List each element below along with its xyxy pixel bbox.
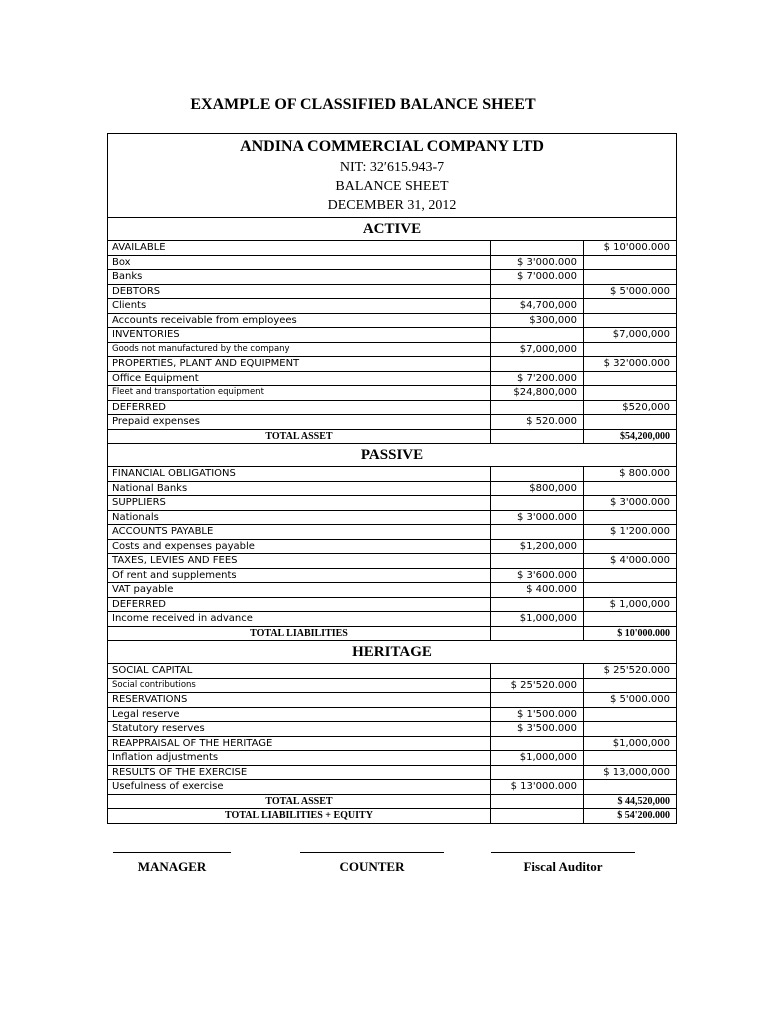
signature-manager [113, 852, 231, 875]
account-label: Legal reserve [108, 707, 491, 722]
total-amount [584, 386, 677, 401]
account-label: Inflation adjustments [108, 751, 491, 766]
account-label: REAPPRAISAL OF THE HERITAGE [108, 736, 491, 751]
account-row [108, 415, 676, 430]
account-label: Statutory reserves [108, 722, 491, 737]
account-row [108, 525, 676, 540]
total-amount: $1,000,000 [584, 736, 677, 751]
total-amount [584, 612, 677, 627]
account-label: National Banks [108, 481, 491, 496]
account-label: SOCIAL CAPITAL [108, 664, 491, 679]
detail-amount: $ 7'000.000 [491, 270, 584, 285]
account-row [108, 357, 676, 372]
detail-amount [491, 809, 584, 823]
total-amount [584, 371, 677, 386]
account-label: Costs and expenses payable [108, 539, 491, 554]
total-amount [584, 342, 677, 357]
account-row [108, 467, 676, 482]
account-label: TOTAL ASSET [108, 794, 491, 809]
total-amount [584, 255, 677, 270]
account-label: Prepaid expenses [108, 415, 491, 430]
account-label: Income received in advance [108, 612, 491, 627]
account-label: ACCOUNTS PAYABLE [108, 525, 491, 540]
account-row [108, 678, 676, 693]
section-title-heritage: HERITAGE [108, 640, 676, 663]
account-row [108, 386, 676, 401]
total-amount: $ 10'000.000 [584, 626, 677, 640]
account-label: Office Equipment [108, 371, 491, 386]
detail-amount [491, 736, 584, 751]
account-row [108, 765, 676, 780]
account-label: Goods not manufactured by the company [108, 342, 491, 357]
total-amount: $ 5'000.000 [584, 284, 677, 299]
account-label: PROPERTIES, PLANT AND EQUIPMENT [108, 357, 491, 372]
detail-amount: $1,200,000 [491, 539, 584, 554]
total-amount [584, 780, 677, 795]
total-amount: $ 1,000,000 [584, 597, 677, 612]
detail-amount: $ 520.000 [491, 415, 584, 430]
detail-amount [491, 525, 584, 540]
detail-amount [491, 328, 584, 343]
account-label: DEFERRED [108, 597, 491, 612]
detail-amount: $ 7'200.000 [491, 371, 584, 386]
signature-line [300, 852, 444, 859]
detail-amount [491, 241, 584, 256]
detail-amount: $ 400.000 [491, 583, 584, 598]
document-title: EXAMPLE OF CLASSIFIED BALANCE SHEET [190, 96, 536, 113]
account-row [108, 255, 676, 270]
section-title-active: ACTIVE [108, 217, 676, 240]
total-amount: $520,000 [584, 400, 677, 415]
total-amount: $ 4'000.000 [584, 554, 677, 569]
account-label: Clients [108, 299, 491, 314]
section-table [108, 240, 676, 443]
account-label: TOTAL ASSET [108, 429, 491, 443]
account-row [108, 496, 676, 511]
account-label: TOTAL LIABILITIES + EQUITY [108, 809, 491, 823]
account-row [108, 707, 676, 722]
total-amount [584, 415, 677, 430]
sheet-header [108, 134, 676, 217]
signature-label: COUNTER [339, 859, 405, 874]
account-row [108, 371, 676, 386]
account-row [108, 722, 676, 737]
detail-amount: $1,000,000 [491, 612, 584, 627]
detail-amount [491, 554, 584, 569]
total-row [108, 794, 676, 809]
account-row [108, 780, 676, 795]
signature-label: Fiscal Auditor [523, 859, 603, 874]
total-amount [584, 568, 677, 583]
account-row [108, 241, 676, 256]
detail-amount [491, 400, 584, 415]
account-label: TAXES, LEVIES AND FEES [108, 554, 491, 569]
account-row [108, 510, 676, 525]
account-label: Box [108, 255, 491, 270]
total-amount: $ 10'000.000 [584, 241, 677, 256]
detail-amount: $4,700,000 [491, 299, 584, 314]
total-amount: $54,200,000 [584, 429, 677, 443]
sections-container [108, 217, 676, 823]
account-label: AVAILABLE [108, 241, 491, 256]
total-amount: $ 32'000.000 [584, 357, 677, 372]
detail-amount: $800,000 [491, 481, 584, 496]
detail-amount: $24,800,000 [491, 386, 584, 401]
section-table [108, 466, 676, 640]
account-row [108, 568, 676, 583]
total-amount [584, 510, 677, 525]
account-label: INVENTORIES [108, 328, 491, 343]
account-label: FINANCIAL OBLIGATIONS [108, 467, 491, 482]
total-row [108, 429, 676, 443]
total-amount [584, 299, 677, 314]
account-label: TOTAL LIABILITIES [108, 626, 491, 640]
detail-amount [491, 794, 584, 809]
total-amount [584, 751, 677, 766]
total-amount [584, 707, 677, 722]
account-row [108, 284, 676, 299]
account-label: RESERVATIONS [108, 693, 491, 708]
total-amount: $7,000,000 [584, 328, 677, 343]
account-row [108, 664, 676, 679]
section-table [108, 663, 676, 823]
signature-label: MANAGER [137, 859, 207, 874]
signature-line [113, 852, 231, 859]
detail-amount: $ 1'500.000 [491, 707, 584, 722]
account-row [108, 583, 676, 598]
detail-amount [491, 664, 584, 679]
total-amount: $ 54'200.000 [584, 809, 677, 823]
balance-sheet [107, 133, 677, 824]
account-row [108, 270, 676, 285]
statement-date: DECEMBER 31, 2012 [327, 198, 457, 213]
section-title-passive: PASSIVE [108, 443, 676, 466]
account-label: Of rent and supplements [108, 568, 491, 583]
account-row [108, 539, 676, 554]
account-label: DEBTORS [108, 284, 491, 299]
account-label: SUPPLIERS [108, 496, 491, 511]
account-label: Banks [108, 270, 491, 285]
account-row [108, 736, 676, 751]
account-label: RESULTS OF THE EXERCISE [108, 765, 491, 780]
account-label: Social contributions [108, 678, 491, 693]
detail-amount [491, 765, 584, 780]
signature-fiscal-auditor [491, 852, 635, 875]
account-label: DEFERRED [108, 400, 491, 415]
total-amount: $ 5'000.000 [584, 693, 677, 708]
detail-amount: $ 3'000.000 [491, 255, 584, 270]
account-row [108, 554, 676, 569]
total-amount [584, 270, 677, 285]
total-amount: $ 25'520.000 [584, 664, 677, 679]
detail-amount [491, 429, 584, 443]
account-row [108, 342, 676, 357]
total-amount [584, 583, 677, 598]
detail-amount [491, 357, 584, 372]
total-amount: $ 800.000 [584, 467, 677, 482]
account-row [108, 481, 676, 496]
account-row [108, 612, 676, 627]
signature-counter [300, 852, 444, 875]
total-amount [584, 539, 677, 554]
account-label: Nationals [108, 510, 491, 525]
company-name: ANDINA COMMERCIAL COMPANY LTD [240, 138, 544, 155]
account-row [108, 751, 676, 766]
total-row [108, 809, 676, 823]
detail-amount [491, 597, 584, 612]
total-amount: $ 44,520,000 [584, 794, 677, 809]
account-row [108, 693, 676, 708]
account-row [108, 597, 676, 612]
total-amount [584, 313, 677, 328]
total-amount [584, 678, 677, 693]
total-amount [584, 722, 677, 737]
account-row [108, 328, 676, 343]
total-amount [584, 481, 677, 496]
total-amount: $ 13,000,000 [584, 765, 677, 780]
detail-amount [491, 284, 584, 299]
detail-amount [491, 496, 584, 511]
detail-amount: $ 3'000.000 [491, 510, 584, 525]
detail-amount: $300,000 [491, 313, 584, 328]
detail-amount: $ 3'600.000 [491, 568, 584, 583]
statement-name: BALANCE SHEET [335, 179, 449, 194]
detail-amount: $ 25'520.000 [491, 678, 584, 693]
total-amount: $ 1'200.000 [584, 525, 677, 540]
detail-amount [491, 626, 584, 640]
total-amount: $ 3'000.000 [584, 496, 677, 511]
signature-line [491, 852, 635, 859]
company-nit: NIT: 32′615.943-7 [339, 160, 445, 175]
total-row [108, 626, 676, 640]
account-row [108, 299, 676, 314]
detail-amount [491, 467, 584, 482]
detail-amount: $ 13'000.000 [491, 780, 584, 795]
detail-amount: $ 3'500.000 [491, 722, 584, 737]
account-label: VAT payable [108, 583, 491, 598]
account-label: Usefulness of exercise [108, 780, 491, 795]
detail-amount: $1,000,000 [491, 751, 584, 766]
detail-amount: $7,000,000 [491, 342, 584, 357]
detail-amount [491, 693, 584, 708]
account-row [108, 400, 676, 415]
account-label: Fleet and transportation equipment [108, 386, 491, 401]
account-label: Accounts receivable from employees [108, 313, 491, 328]
account-row [108, 313, 676, 328]
